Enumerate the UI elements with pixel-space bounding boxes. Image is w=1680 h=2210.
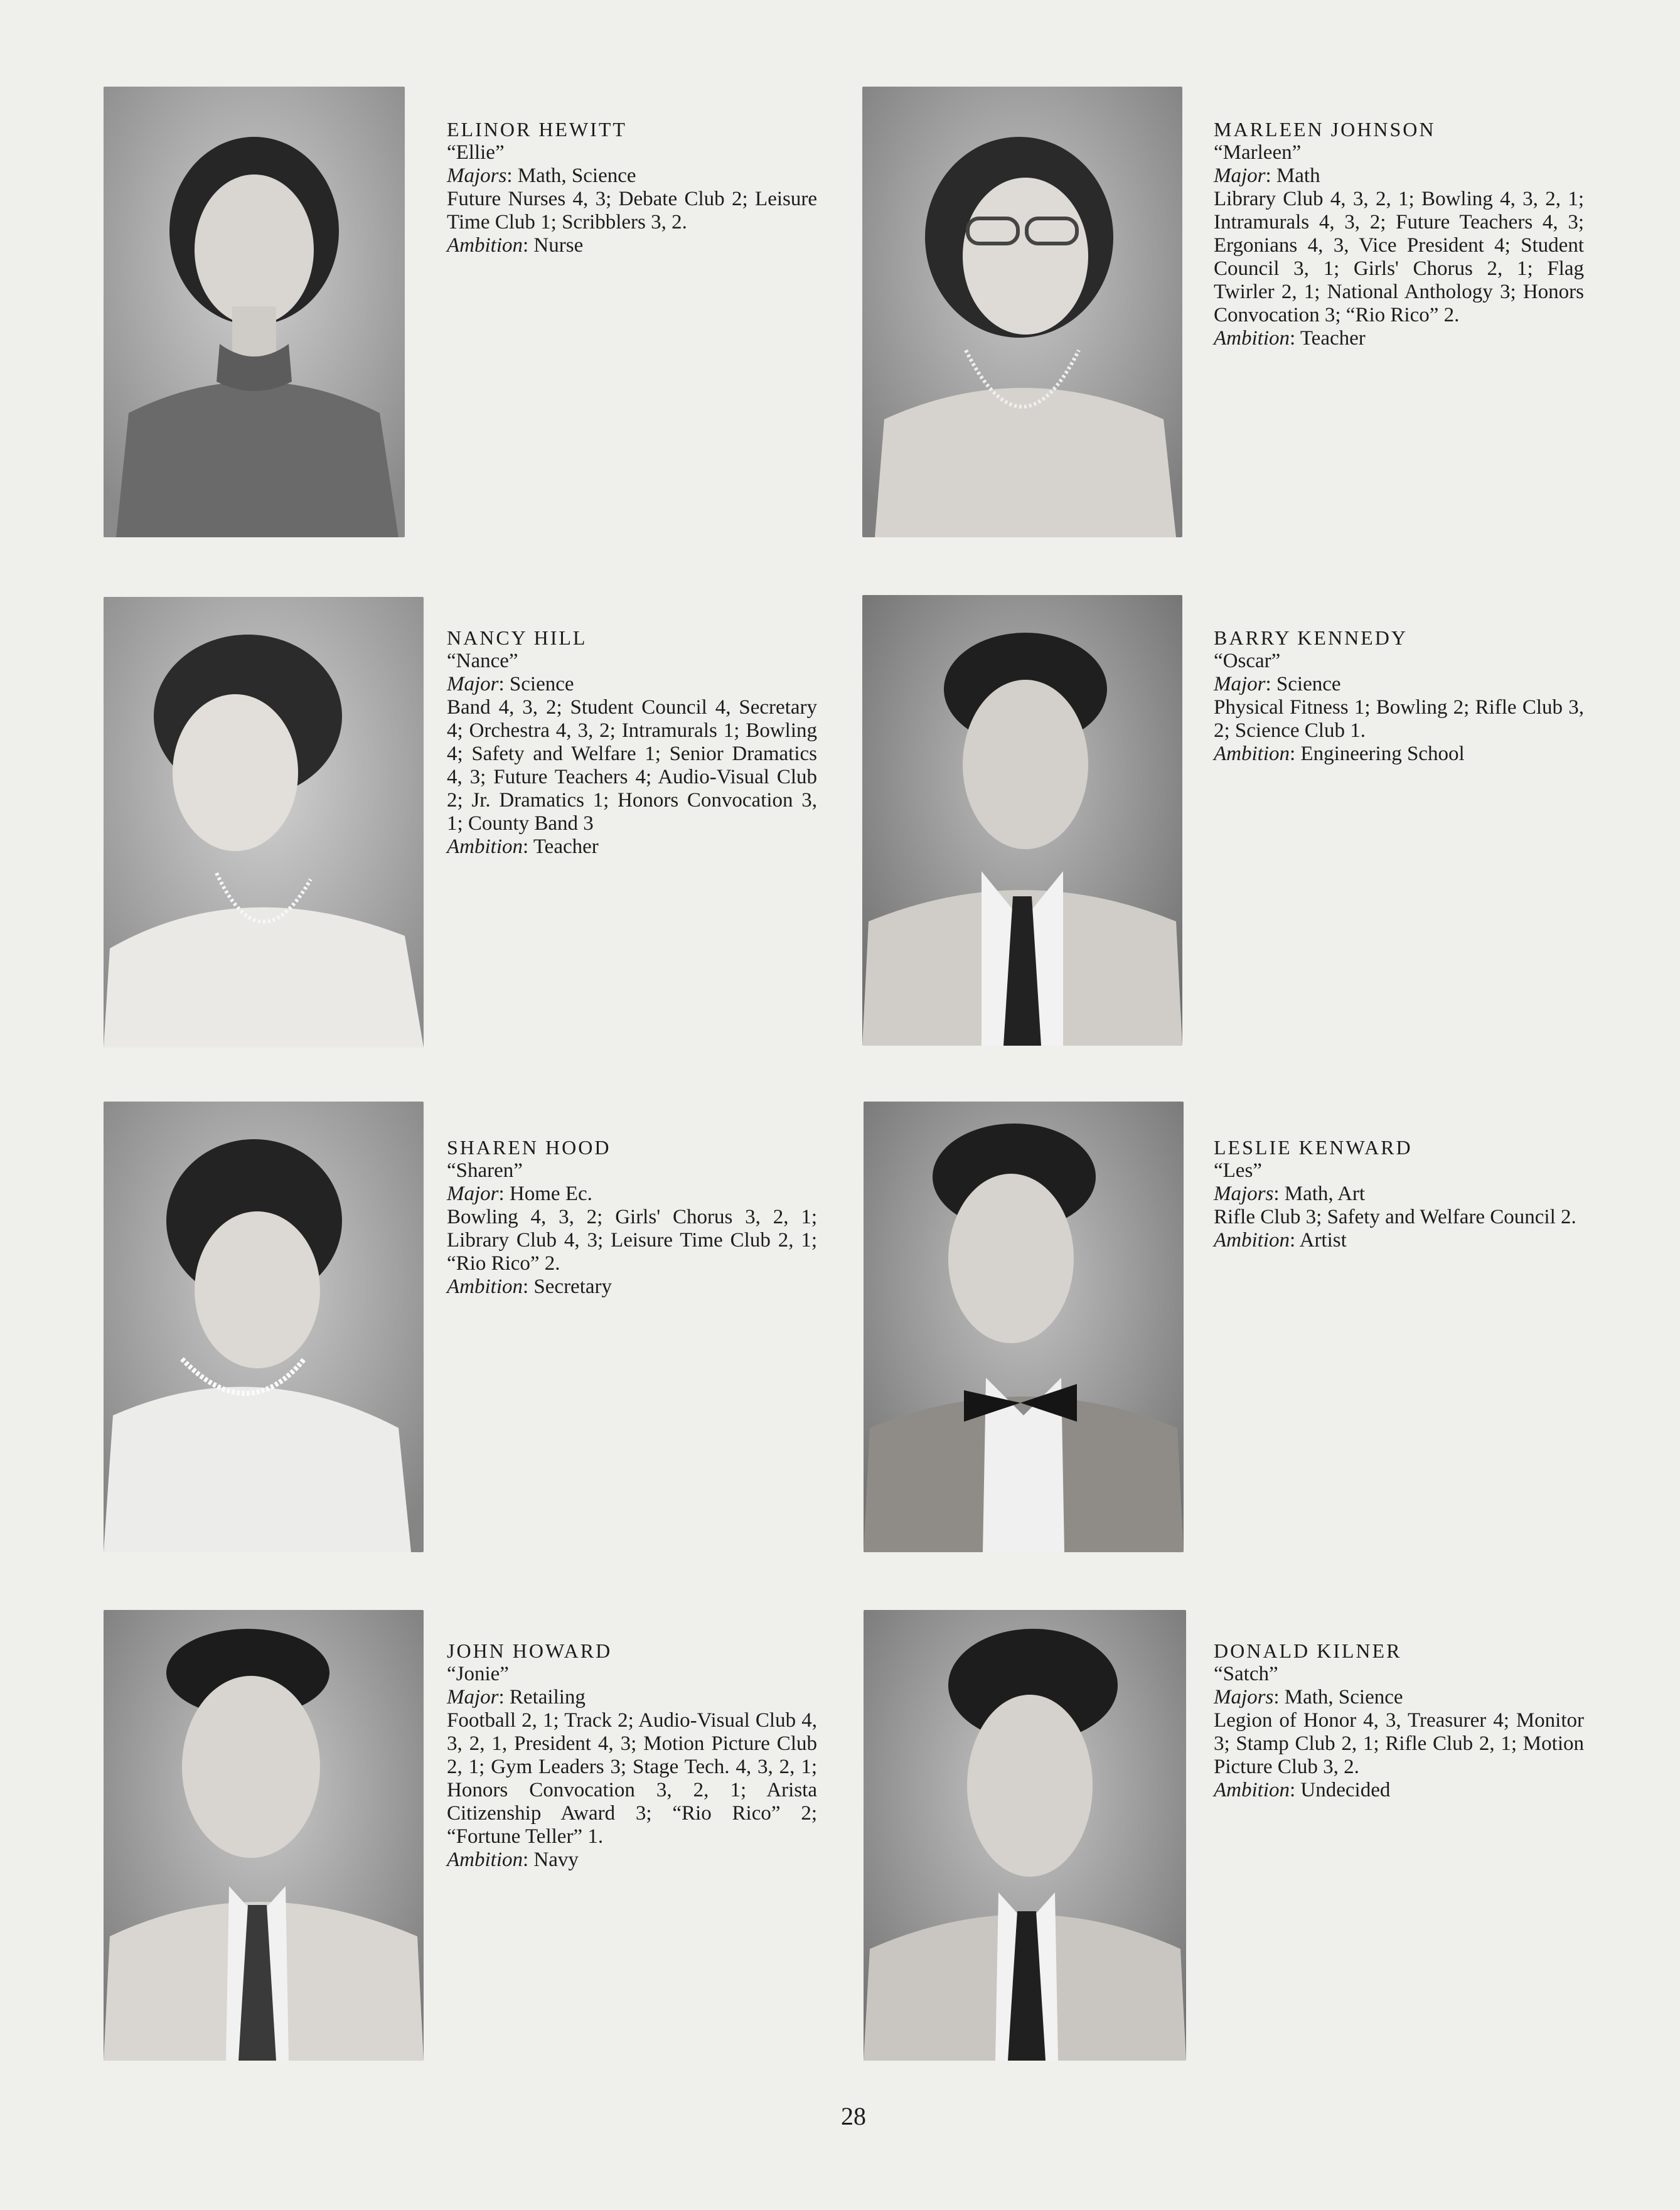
student-bio: [447, 118, 817, 257]
student-name: DONALD KILNER: [1214, 1639, 1402, 1662]
student-majors: Major: Science: [1214, 673, 1341, 695]
student-bio: [1214, 626, 1584, 766]
ambition-label: Ambition: [447, 1275, 523, 1298]
ambition-value: Nurse: [533, 234, 584, 257]
student-activities: Rifle Club 3; Safety and Welfare Council 2.: [1214, 1206, 1576, 1228]
student-activities: Future Nurses 4, 3; Debate Club 2; Leisure Time Club 1; Scribblers 3, 2.: [447, 188, 817, 233]
majors-value: Math, Art: [1284, 1183, 1366, 1205]
student-bio: [1214, 1136, 1584, 1252]
student-name: JOHN HOWARD: [447, 1639, 613, 1662]
ambition-value: Teacher: [533, 835, 599, 858]
student-name: MARLEEN JOHNSON: [1214, 118, 1436, 141]
student-nickname: “Les”: [1214, 1159, 1262, 1182]
student-name: BARRY KENNEDY: [1214, 626, 1408, 649]
student-activities: Bowling 4, 3, 2; Girls' Chorus 3, 2, 1; Library Club 4, 3; Leisure Time Club 2, 1; “Rio Rico” 2.: [447, 1206, 817, 1275]
portrait-photo: [104, 1610, 424, 2061]
ambition-value: Navy: [533, 1848, 579, 1871]
student-bio: [447, 626, 817, 859]
student-majors: Major: Science: [447, 673, 574, 695]
majors-value: Science: [1276, 673, 1341, 695]
ambition-value: Engineering School: [1300, 743, 1465, 765]
student-ambition: Ambition: Teacher: [447, 835, 599, 858]
ambition-value: Undecided: [1300, 1779, 1391, 1801]
student-majors: Majors: Math, Art: [1214, 1183, 1366, 1205]
student-activities: Physical Fitness 1; Bowling 2; Rifle Club 3, 2; Science Club 1.: [1214, 696, 1584, 742]
ambition-value: Teacher: [1300, 327, 1366, 350]
student-ambition: Ambition: Undecided: [1214, 1779, 1391, 1801]
student-bio: [1214, 1639, 1584, 1802]
majors-value: Math: [1276, 164, 1320, 187]
student-ambition: Ambition: Secretary: [447, 1275, 613, 1298]
majors-label: Major: [1214, 673, 1266, 695]
student-nickname: “Jonie”: [447, 1663, 509, 1685]
student-ambition: Ambition: Nurse: [447, 234, 584, 257]
student-majors: Majors: Math, Science: [447, 164, 636, 187]
student-activities: Football 2, 1; Track 2; Audio-Visual Club 4, 3, 2, 1, President 4, 3; Motion Picture Club 2, 1; Gym Leaders 3; Stage Tech. 4, 3, 2, 1; Honors Convocation 3, 2, 1; Arista Citizenship Award 3; “Rio Rico” 2; “Fortune Teller” 1.: [447, 1709, 817, 1848]
ambition-label: Ambition: [1214, 327, 1290, 350]
majors-value: Retailing: [509, 1686, 586, 1708]
student-majors: Major: Retailing: [447, 1686, 586, 1708]
portrait-photo: [104, 87, 405, 537]
student-bio: [447, 1136, 817, 1299]
ambition-label: Ambition: [447, 234, 523, 257]
ambition-label: Ambition: [1214, 1229, 1290, 1252]
ambition-label: Ambition: [447, 1848, 523, 1871]
student-name: SHAREN HOOD: [447, 1136, 611, 1159]
student-nickname: “Ellie”: [447, 141, 505, 164]
portrait-photo: [864, 1610, 1186, 2061]
majors-label: Majors: [1214, 1183, 1274, 1205]
student-majors: Major: Home Ec.: [447, 1183, 592, 1205]
portrait-photo: [104, 1102, 424, 1552]
student-nickname: “Satch”: [1214, 1663, 1278, 1685]
student-ambition: Ambition: Artist: [1214, 1229, 1347, 1252]
ambition-value: Secretary: [533, 1275, 613, 1298]
ambition-label: Ambition: [1214, 743, 1290, 765]
student-activities: Library Club 4, 3, 2, 1; Bowling 4, 3, 2, 1; Intramurals 4, 3, 2; Future Teachers 4, 3; Ergonians 4, 3, Vice President 4; Student Council 3, 1; Girls' Chorus 2, 1; Flag Twirler 2, 1; National Anthology 3; Honors Convocation 3; “Rio Rico” 2.: [1214, 188, 1584, 326]
student-ambition: Ambition: Navy: [447, 1848, 579, 1871]
student-nickname: “Oscar”: [1214, 650, 1281, 672]
majors-label: Majors: [447, 164, 507, 187]
student-name: ELINOR HEWITT: [447, 118, 627, 141]
student-name: LESLIE KENWARD: [1214, 1136, 1413, 1159]
student-activities: Legion of Honor 4, 3, Treasurer 4; Monitor 3; Stamp Club 2, 1; Rifle Club 2, 1; Motion Picture Club 3, 2.: [1214, 1709, 1584, 1778]
student-bio: [447, 1639, 817, 1872]
student-activities: Band 4, 3, 2; Student Council 4, Secretary 4; Orchestra 4, 3, 2; Intramurals 1; Bowling 4; Safety and Welfare 1; Senior Dramatics 4, 3; Future Teachers 4; Audio-Visual Club 2; Jr. Dramatics 1; Honors Convocation 3, 1; County Band 3: [447, 696, 817, 835]
ambition-label: Ambition: [1214, 1779, 1290, 1801]
portrait-photo: [104, 597, 424, 1048]
student-majors: Majors: Math, Science: [1214, 1686, 1403, 1708]
portrait-photo: [862, 87, 1182, 537]
student-ambition: Ambition: Teacher: [1214, 327, 1366, 350]
majors-label: Major: [447, 673, 499, 695]
majors-label: Major: [447, 1183, 499, 1205]
majors-value: Science: [509, 673, 574, 695]
portrait-photo: [862, 595, 1182, 1046]
majors-value: Home Ec.: [509, 1183, 592, 1205]
student-majors: Major: Math: [1214, 164, 1320, 187]
student-nickname: “Marleen”: [1214, 141, 1302, 164]
student-nickname: “Nance”: [447, 650, 518, 672]
page-number: 28: [841, 2102, 866, 2130]
ambition-label: Ambition: [447, 835, 523, 858]
majors-label: Majors: [1214, 1686, 1274, 1708]
portrait-photo: [864, 1102, 1184, 1552]
majors-label: Major: [447, 1686, 499, 1708]
student-name: NANCY HILL: [447, 626, 587, 649]
majors-value: Math, Science: [1284, 1686, 1403, 1708]
student-nickname: “Sharen”: [447, 1159, 523, 1182]
majors-value: Math, Science: [517, 164, 636, 187]
majors-label: Major: [1214, 164, 1266, 187]
ambition-value: Artist: [1299, 1229, 1347, 1252]
student-bio: [1214, 118, 1584, 350]
student-ambition: Ambition: Engineering School: [1214, 743, 1465, 765]
